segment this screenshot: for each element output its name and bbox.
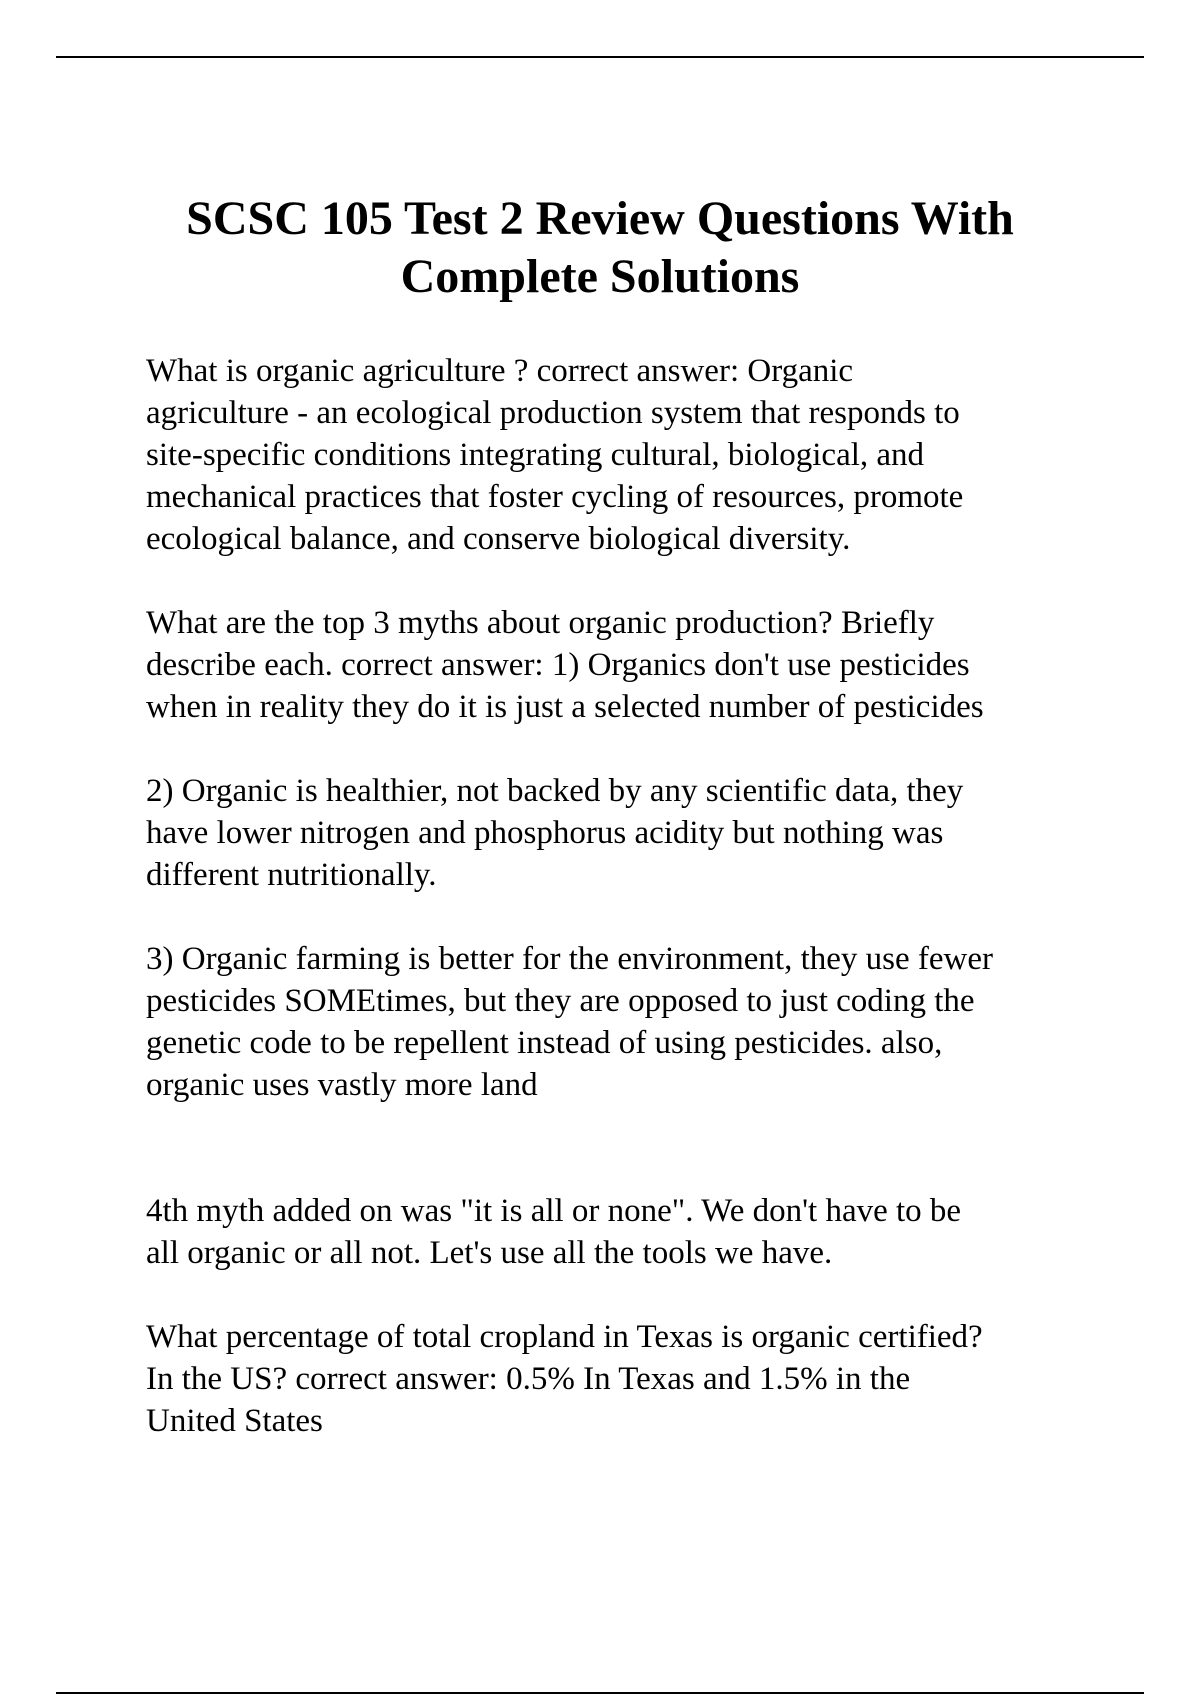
paragraph-myth-4: 4th myth added on was "it is all or none". We don't have to be all organic or all not. Let's use all the tools we have. bbox=[146, 1193, 962, 1271]
paragraph-spacer bbox=[146, 728, 1086, 770]
page-title: SCSC 105 Test 2 Review Questions With Complete Solutions bbox=[186, 192, 1014, 303]
paragraph-myth-3: 3) Organic farming is better for the environment, they use fewer pesticides SOMEtimes, but they are opposed to just coding the genetic code to be repellent instead of using pesticides. also, organic uses vastly more land bbox=[146, 941, 994, 1103]
paragraph-spacer bbox=[146, 1106, 1086, 1190]
top-divider bbox=[56, 56, 1144, 58]
paragraph-myths-question: What are the top 3 myths about organic production? Briefly describe each. correct answer: 1) Organics don't use pesticides when in reality they do it is just a selected number of pesticides bbox=[146, 605, 984, 725]
paragraph-organic-agriculture: What is organic agriculture ? correct answer: Organic agriculture - an ecological production system that responds to site-specific conditions integrating cultural, biological, and mechanical practices that foster cycling of resources, promote ecological balance, and conserve biological diversity. bbox=[146, 353, 964, 557]
document-body bbox=[146, 350, 1086, 1442]
paragraph-spacer bbox=[146, 1274, 1086, 1316]
paragraph-spacer bbox=[146, 560, 1086, 602]
bottom-divider bbox=[56, 1692, 1144, 1694]
paragraph-cropland-percentage: What percentage of total cropland in Texas is organic certified? In the US? correct answer: 0.5% In Texas and 1.5% in the United States bbox=[146, 1319, 983, 1439]
paragraph-myth-2: 2) Organic is healthier, not backed by any scientific data, they have lower nitrogen and phosphorus acidity but nothing was different nutritionally. bbox=[146, 773, 964, 893]
paragraph-spacer bbox=[146, 896, 1086, 938]
